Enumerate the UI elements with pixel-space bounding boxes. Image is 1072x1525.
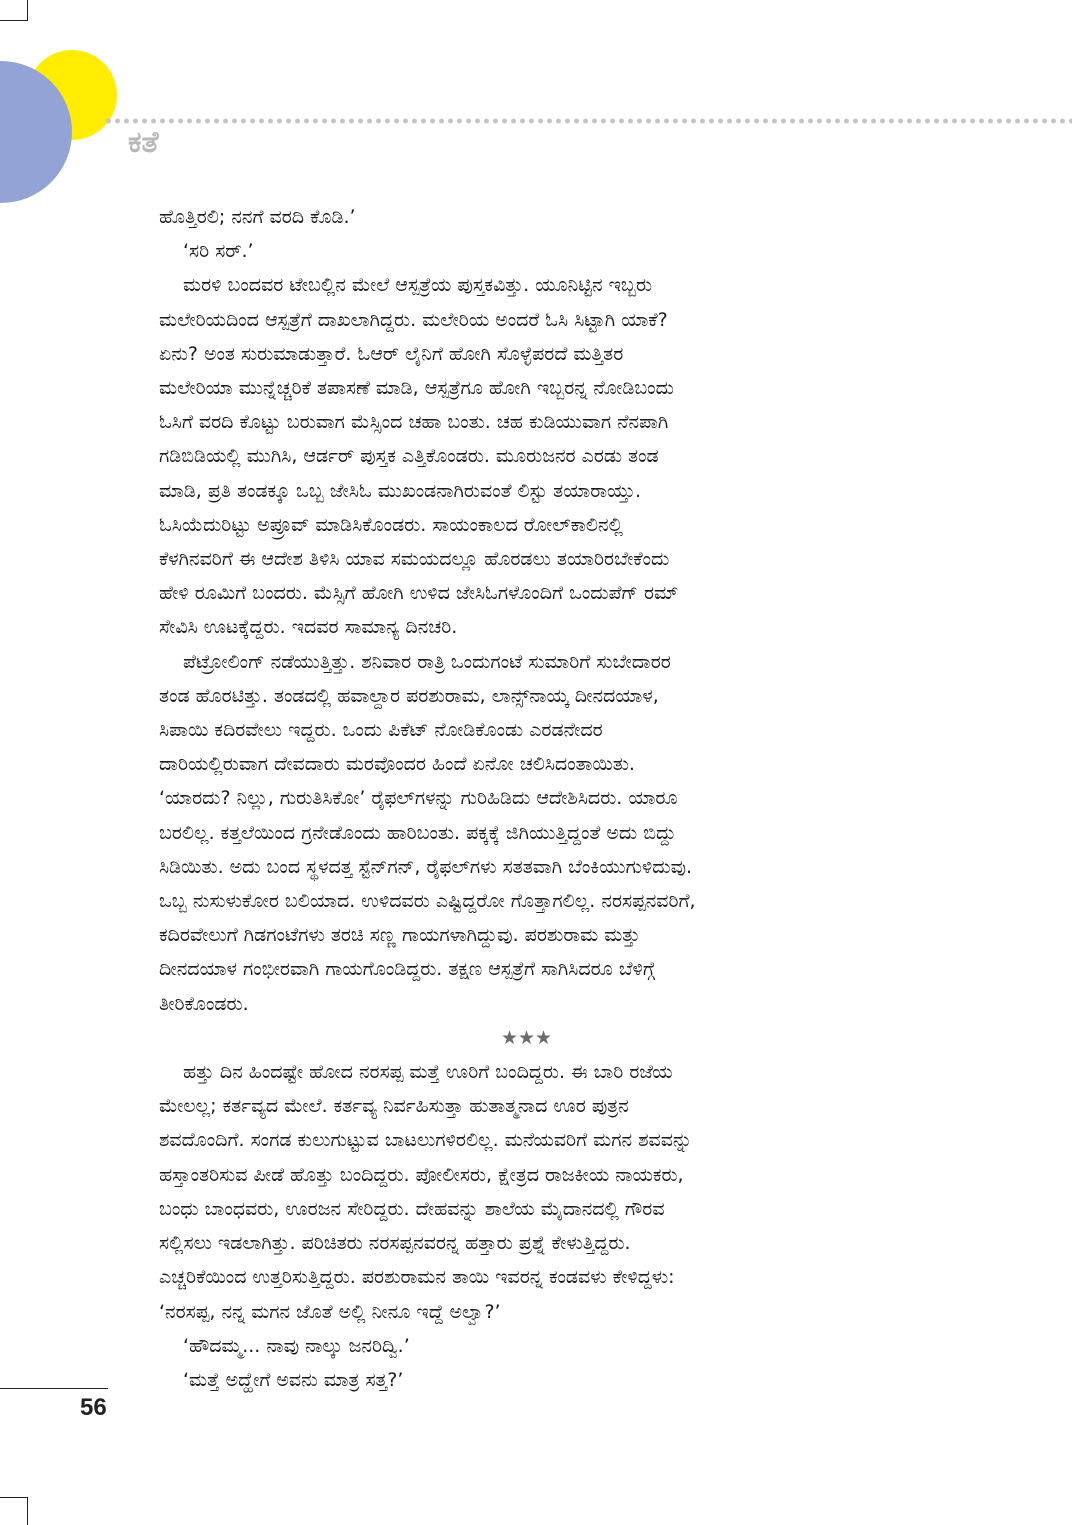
text-line: ‘ಸರಿ ಸರ್.’ — [183, 240, 254, 263]
story-body — [159, 200, 919, 1397]
crop-mark-bottom-horizontal — [0, 1497, 28, 1498]
crop-mark-bottom-vertical — [27, 1497, 28, 1525]
text-line: ಹತ್ತು ದಿನ ಹಿಂದಷ್ಟೇ ಹೋದ ನರಸಪ್ಪ ಮತ್ತೆ ಊರಿಗೆ ಬಂದಿದ್ದರು. ಈ ಬಾರಿ ರಜೆಯ — [183, 1061, 673, 1084]
page-number-rule — [0, 1388, 108, 1389]
page-number: 56 — [80, 1394, 107, 1421]
text-line: ‘ಹೌದಮ್ಮ... ನಾವು ನಾಲ್ಕು ಜನರಿದ್ವಿ.’ — [183, 1334, 410, 1357]
text-line: ‘ನರಸಪ್ಪ, ನನ್ನ ಮಗನ ಜೊತೆ ಅಲ್ಲಿ ನೀನೂ ಇದ್ದೆ ಅಲ್ವಾ?’ — [159, 1300, 501, 1323]
text-line: ಓಸಿಯೆದುರಿಟ್ಟು ಅಪ್ರೂವ್ ಮಾಡಿಸಿಕೊಂಡರು. ಸಾಯಂಕಾಲದ ರೋಲ್‌ಕಾಲಿನಲ್ಲಿ — [159, 513, 623, 536]
text-line: ಕೆಳಗಿನವರಿಗೆ ಈ ಆದೇಶ ತಿಳಿಸಿ ಯಾವ ಸಮಯದಲ್ಲೂ ಹೊರಡಲು ತಯಾರಿರಬೇಕೆಂದು — [159, 548, 670, 571]
text-line: ಸಲ್ಲಿಸಲು ಇಡಲಾಗಿತ್ತು. ಪರಿಚಿತರು ನರಸಪ್ಪನವರನ್ನ ಹತ್ತಾರು ಪ್ರಶ್ನೆ ಕೇಳುತ್ತಿದ್ದರು. — [159, 1232, 631, 1255]
text-line: ಮಲೇರಿಯದಿಂದ ಆಸ್ಪತ್ರೆಗೆ ದಾಖಲಾಗಿದ್ದರು. ಮಲೇರಿಯ ಅಂದರೆ ಓಸಿ ಸಿಟ್ಟಾಗಿ ಯಾಕೆ? — [159, 308, 668, 331]
section-separator: ★★★ — [500, 1026, 553, 1049]
text-line: ತೀರಿಕೊಂಡರು. — [159, 992, 249, 1015]
text-line: ಹಸ್ತಾಂತರಿಸುವ ಪೀಡೆ ಹೊತ್ತು ಬಂದಿದ್ದರು. ಪೋಲೀಸರು, ಕ್ಷೇತ್ರದ ರಾಜಕೀಯ ನಾಯಕರು, — [159, 1163, 684, 1186]
text-line: ಬಂಧು ಬಾಂಧವರು, ಊರಜನ ಸೇರಿದ್ದರು. ದೇಹವನ್ನು ಶಾಲೆಯ ಮೈದಾನದಲ್ಲಿ ಗೌರವ — [159, 1197, 665, 1220]
section-title: ಕತೆ — [128, 125, 159, 160]
text-line: ‘ಮತ್ತೆ ಅದ್ಹೇಗೆ ಅವನು ಮಾತ್ರ ಸತ್ತ?’ — [183, 1368, 404, 1391]
text-line: ಮಾಡಿ, ಪ್ರತಿ ತಂಡಕ್ಕೂ ಒಬ್ಬ ಜೇಸಿಓ ಮುಖಂಡನಾಗಿರುವಂತೆ ಲಿಸ್ಟು ತಯಾರಾಯ್ತು. — [159, 479, 642, 502]
text-line: ಸಿಡಿಯಿತು. ಅದು ಬಂದ ಸ್ಥಳದತ್ತ ಸ್ಟೆನ್‌ಗನ್, ರೈಫಲ್‌ಗಳು ಸತತವಾಗಿ ಬೆಂಕಿಯುಗುಳಿದುವು. — [159, 855, 693, 878]
text-line: ಹೇಳಿ ರೂಮಿಗೆ ಬಂದರು. ಮೆಸ್ಸಿಗೆ ಹೋಗಿ ಉಳಿದ ಜೇಸಿಓಗಳೊಂದಿಗೆ ಒಂದುಪೆಗ್ ರಮ್ — [159, 582, 679, 605]
crop-mark-top-horizontal — [0, 20, 28, 21]
text-line: ದೀನದಯಾಳ ಗಂಭೀರವಾಗಿ ಗಾಯಗೊಂಡಿದ್ದರು. ತಕ್ಷಣ ಆಸ್ಪತ್ರೆಗೆ ಸಾಗಿಸಿದರೂ ಬೆಳಿಗ್ಗೆ — [159, 958, 656, 981]
text-line: ಮರಳಿ ಬಂದವರ ಟೇಬಲ್ಲಿನ ಮೇಲೆ ಆಸ್ಪತ್ರೆಯ ಪುಸ್ತಕವಿತ್ತು. ಯೂನಿಟ್ಟಿನ ಇಬ್ಬರು — [183, 274, 653, 297]
text-line: ಒಬ್ಬ ನುಸುಳುಕೋರ ಬಲಿಯಾದ. ಉಳಿದವರು ಎಷ್ಟಿದ್ದರೋ ಗೊತ್ತಾಗಲಿಲ್ಲ. ನರಸಪ್ಪನವರಿಗೆ, — [159, 890, 696, 913]
text-line: ಸೇವಿಸಿ ಊಟಕ್ಕೆದ್ದರು. ಇದವರ ಸಾಮಾನ್ಯ ದಿನಚರಿ. — [159, 616, 458, 639]
text-line: ಎಚ್ಚರಿಕೆಯಿಂದ ಉತ್ತರಿಸುತ್ತಿದ್ದರು. ಪರಶುರಾಮನ ತಾಯಿ ಇವರನ್ನ ಕಂಡವಳು ಕೇಳಿದ್ದಳು: — [159, 1266, 675, 1289]
text-line: ಕದಿರವೇಲುಗೆ ಗಿಡಗಂಟೆಗಳು ತರಚಿ ಸಣ್ಣ ಗಾಯಗಳಾಗಿದ್ದುವು. ಪರಶುರಾಮ ಮತ್ತು — [159, 924, 641, 947]
text-line: ‘ಯಾರದು? ನಿಲ್ಲು, ಗುರುತಿಸಿಕೋ’ ರೈಫಲ್‌ಗಳನ್ನು ಗುರಿಹಿಡಿದು ಆದೇಶಿಸಿದರು. ಯಾರೂ — [159, 787, 678, 810]
text-line: ದಾರಿಯಲ್ಲಿರುವಾಗ ದೇವದಾರು ಮರವೊಂದರ ಹಿಂದೆ ಏನೋ ಚಲಿಸಿದಂತಾಯಿತು. — [159, 753, 635, 776]
text-line: ಬರಲಿಲ್ಲ. ಕತ್ತಲೆಯಿಂದ ಗ್ರನೇಡೊಂದು ಹಾರಿಬಂತು. ಪಕ್ಕಕ್ಕೆ ಜಿಗಿಯುತ್ತಿದ್ದಂತೆ ಅದು ಬಿದ್ದು — [159, 821, 677, 844]
text-line: ಮೇಲಲ್ಲ; ಕರ್ತವ್ಯದ ಮೇಲೆ. ಕರ್ತವ್ಯ ನಿರ್ವಹಿಸುತ್ತಾ ಹುತಾತ್ಮನಾದ ಊರ ಪುತ್ರನ — [159, 1095, 629, 1118]
text-line: ಏನು? ಅಂತ ಸುರುಮಾಡುತ್ತಾರೆ. ಓಆರ್ ಲೈನಿಗೆ ಹೋಗಿ ಸೊಳ್ಳೆಪರದೆ ಮತ್ತಿತರ — [159, 342, 624, 365]
text-line: ಸಿಪಾಯಿ ಕದಿರವೇಲು ಇದ್ದರು. ಒಂದು ಪಿಕೆಟ್ ನೋಡಿಕೊಂಡು ಎರಡನೇದರ — [159, 719, 603, 742]
text-line: ಓಸಿಗೆ ವರದಿ ಕೊಟ್ಟು ಬರುವಾಗ ಮೆಸ್ಸಿಂದ ಚಹಾ ಬಂತು. ಚಹ ಕುಡಿಯುವಾಗ ನೆನಪಾಗಿ — [159, 411, 669, 434]
text-line: ಶವದೊಂದಿಗೆ. ಸಂಗಡ ಕುಲುಗುಟ್ಟುವ ಬಾಟಲುಗಳಿರಲಿಲ್ಲ. ಮನೆಯವರಿಗೆ ಮಗನ ಶವವನ್ನು — [159, 1129, 693, 1152]
dotted-header-rule — [104, 117, 1072, 125]
text-line: ಗಡಿಬಿಡಿಯಲ್ಲಿ ಮುಗಿಸಿ, ಆರ್ಡರ್ ಪುಸ್ತಕ ಎತ್ತಿಕೊಂಡರು. ಮೂರುಜನರ ಎರಡು ತಂಡ — [159, 445, 659, 468]
text-line: ಪೆಟ್ರೋಲಿಂಗ್ ನಡೆಯುತ್ತಿತ್ತು. ಶನಿವಾರ ರಾತ್ರಿ ಒಂದುಗಂಟೆ ಸುಮಾರಿಗೆ ಸುಬೇದಾರರ — [183, 650, 671, 673]
text-line: ಮಲೇರಿಯಾ ಮುನ್ನೆಚ್ಚರಿಕೆ ತಪಾಸಣೆ ಮಾಡಿ, ಆಸ್ಪತ್ರೆಗೂ ಹೋಗಿ ಇಬ್ಬರನ್ನ ನೋಡಿಬಂದು — [159, 377, 674, 400]
text-line: ಹೊತ್ತಿರಲಿ; ನನಗೆ ವರದಿ ಕೊಡಿ.’ — [159, 206, 356, 228]
crop-mark-top-vertical — [27, 0, 28, 20]
text-line: ತಂಡ ಹೊರಟಿತ್ತು. ತಂಡದಲ್ಲಿ ಹವಾಲ್ದಾರ ಪರಶುರಾಮ, ಲಾನ್ಸ್‌ನಾಯ್ಕ ದೀನದಯಾಳ, — [159, 684, 659, 707]
